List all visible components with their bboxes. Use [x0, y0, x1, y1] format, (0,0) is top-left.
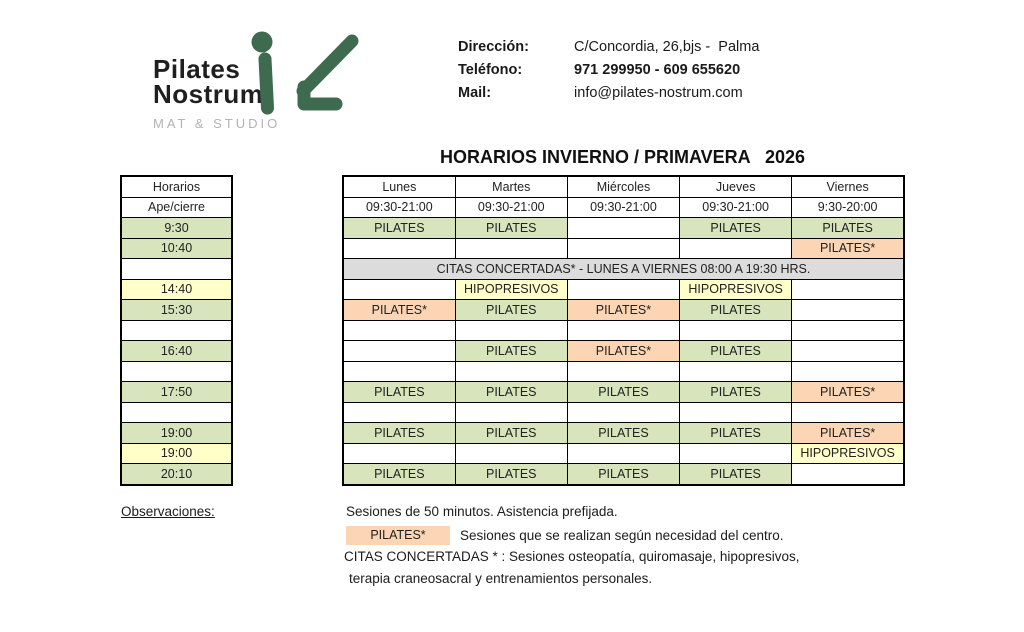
time-cell: 19:00 — [121, 443, 232, 464]
table-row — [343, 197, 904, 218]
schedule-cell: PILATES — [567, 464, 679, 485]
mail-label: Mail: — [458, 85, 492, 101]
table-row — [343, 238, 904, 259]
schedule-cell: PILATES — [680, 423, 792, 444]
time-cell: 15:30 — [121, 300, 232, 321]
schedule-cell-empty — [567, 443, 679, 464]
time-cell: 19:00 — [121, 423, 232, 444]
schedule-cell-empty — [567, 361, 679, 382]
schedule-cell-empty — [792, 402, 904, 423]
direccion-label: Dirección: — [458, 39, 529, 55]
schedule-cell: HIPOPRESIVOS — [792, 443, 904, 464]
day-hours-4: 9:30-20:00 — [792, 197, 904, 218]
observaciones-line-2-text: Sesiones que se realizan según necesidad del centro. — [460, 527, 784, 543]
table-row — [343, 176, 904, 197]
logo-wordmark-nostrum: Nostrum — [153, 79, 264, 109]
schedule-cell: PILATES — [792, 218, 904, 239]
contact-row-telefono — [458, 59, 759, 82]
schedule-cell-empty — [680, 443, 792, 464]
time-cell: 9:30 — [121, 218, 232, 239]
day-hours-3: 09:30-21:00 — [680, 197, 792, 218]
schedule-cell-empty — [792, 320, 904, 341]
table-row — [343, 464, 904, 485]
table-row — [121, 238, 232, 259]
schedule-cell: PILATES — [680, 341, 792, 362]
contact-info — [458, 36, 759, 105]
schedule-cell: PILATES — [455, 300, 567, 321]
observaciones-label: Observaciones: — [121, 504, 215, 519]
schedule-cell: PILATES* — [792, 382, 904, 403]
time-cell-empty — [121, 402, 232, 423]
time-cell: 14:40 — [121, 279, 232, 300]
figure-head — [252, 32, 273, 53]
table-row — [343, 259, 904, 280]
day-header-2: Miércoles — [567, 176, 679, 197]
schedule-cell: HIPOPRESIVOS — [680, 279, 792, 300]
time-cell: 10:40 — [121, 238, 232, 259]
table-row — [121, 279, 232, 300]
observaciones-line-3: CITAS CONCERTADAS * : Sesiones osteopatía, quiromasaje, hipopresivos, — [344, 549, 800, 564]
table-row — [121, 259, 232, 280]
table-row — [343, 300, 904, 321]
schedule-cell-empty — [343, 341, 455, 362]
table-row — [343, 382, 904, 403]
schedule-cell: PILATES — [343, 423, 455, 444]
table-row — [343, 402, 904, 423]
schedule-cell: PILATES — [567, 423, 679, 444]
pilates-asterisk-swatch: PILATES* — [346, 526, 450, 545]
schedule-cell-empty — [343, 361, 455, 382]
schedule-cell-empty — [680, 238, 792, 259]
table-row — [121, 300, 232, 321]
schedule-cell: PILATES — [455, 464, 567, 485]
day-hours-2: 09:30-21:00 — [567, 197, 679, 218]
schedule-cell: PILATES — [680, 464, 792, 485]
schedule-cell: PILATES — [680, 382, 792, 403]
schedule-cell: PILATES — [343, 464, 455, 485]
schedule-cell: PILATES* — [567, 341, 679, 362]
schedule-cell-empty — [792, 341, 904, 362]
table-row — [121, 464, 232, 485]
table-row — [121, 402, 232, 423]
time-cell-empty — [121, 259, 232, 280]
schedule-cell-empty — [680, 320, 792, 341]
schedule-cell-empty — [567, 238, 679, 259]
schedule-cell: PILATES — [455, 218, 567, 239]
schedule-cell-empty — [343, 320, 455, 341]
schedule-cell: PILATES — [343, 382, 455, 403]
hours-table — [120, 175, 233, 486]
schedule-cell: PILATES — [343, 218, 455, 239]
schedule-cell-empty — [343, 443, 455, 464]
schedule-cell-empty — [567, 402, 679, 423]
schedule-cell: PILATES* — [343, 300, 455, 321]
schedule-cell-empty — [343, 279, 455, 300]
schedule-cell: PILATES* — [792, 423, 904, 444]
schedule-cell-empty — [792, 464, 904, 485]
table-row — [343, 341, 904, 362]
citas-concertadas-row: CITAS CONCERTADAS* - LUNES A VIERNES 08:00 A 19:30 HRS. — [343, 259, 904, 280]
observaciones-line-4: terapia craneosacral y entrenamientos personales. — [349, 571, 653, 586]
schedule-cell-empty — [792, 361, 904, 382]
schedule-cell: PILATES — [455, 423, 567, 444]
time-cell-empty — [121, 320, 232, 341]
schedule-cell: PILATES — [455, 341, 567, 362]
day-header-0: Lunes — [343, 176, 455, 197]
table-row — [343, 218, 904, 239]
schedule-cell-empty — [343, 238, 455, 259]
table-row — [121, 423, 232, 444]
direccion-value: C/Concordia, 26,bjs - Palma — [574, 39, 760, 55]
schedule-table — [342, 175, 905, 486]
logo-tagline: MAT & STUDIO — [153, 116, 281, 131]
day-hours-1: 09:30-21:00 — [455, 197, 567, 218]
table-row — [121, 341, 232, 362]
hours-table-subheader: Ape/cierre — [121, 197, 232, 218]
schedule-cell-empty — [567, 218, 679, 239]
table-row — [343, 443, 904, 464]
schedule-cell-empty — [455, 238, 567, 259]
table-row — [121, 218, 232, 239]
mail-value: info@pilates-nostrum.com — [574, 85, 743, 101]
telefono-value: 971 299950 - 609 655620 — [574, 62, 741, 78]
telefono-label: Teléfono: — [458, 62, 523, 78]
figure-leg — [303, 41, 352, 91]
day-header-1: Martes — [455, 176, 567, 197]
pilates-figure-icon — [246, 28, 364, 123]
schedule-cell-empty — [455, 402, 567, 423]
schedule-cell-empty — [455, 443, 567, 464]
schedule-cell-empty — [680, 361, 792, 382]
time-cell: 16:40 — [121, 341, 232, 362]
day-hours-0: 09:30-21:00 — [343, 197, 455, 218]
logo-wordmark-pilates: Pilates — [153, 54, 241, 84]
schedule-cell: PILATES* — [567, 300, 679, 321]
schedule-cell: PILATES — [455, 382, 567, 403]
page-title: HORARIOS INVIERNO / PRIMAVERA 2026 — [439, 147, 806, 167]
table-row — [121, 443, 232, 464]
day-header-3: Jueves — [680, 176, 792, 197]
schedule-cell-empty — [567, 320, 679, 341]
schedule-cell: PILATES* — [792, 238, 904, 259]
schedule-cell-empty — [455, 320, 567, 341]
table-row — [343, 423, 904, 444]
time-cell-empty — [121, 361, 232, 382]
table-row — [121, 197, 232, 218]
figure-bench — [304, 87, 336, 104]
schedule-cell: PILATES — [680, 218, 792, 239]
observaciones-line-2 — [346, 525, 783, 545]
table-row — [121, 382, 232, 403]
schedule-cell-empty — [343, 402, 455, 423]
schedule-cell-empty — [792, 300, 904, 321]
table-row — [343, 320, 904, 341]
schedule-cell: PILATES — [567, 382, 679, 403]
schedule-cell-empty — [792, 279, 904, 300]
table-row — [121, 361, 232, 382]
schedule-cell: PILATES — [680, 300, 792, 321]
table-row — [343, 279, 904, 300]
time-cell: 17:50 — [121, 382, 232, 403]
contact-row-mail — [458, 82, 759, 105]
schedule-cell-empty — [567, 279, 679, 300]
schedule-cell: HIPOPRESIVOS — [455, 279, 567, 300]
figure-torso — [265, 59, 268, 108]
hours-table-header: Horarios — [121, 176, 232, 197]
schedule-cell-empty — [680, 402, 792, 423]
time-cell: 20:10 — [121, 464, 232, 485]
table-row — [343, 361, 904, 382]
day-header-4: Viernes — [792, 176, 904, 197]
observaciones-line-1: Sesiones de 50 minutos. Asistencia prefijada. — [346, 504, 618, 519]
table-row — [121, 176, 232, 197]
table-row — [121, 320, 232, 341]
contact-row-direccion — [458, 36, 759, 59]
schedule-cell-empty — [455, 361, 567, 382]
